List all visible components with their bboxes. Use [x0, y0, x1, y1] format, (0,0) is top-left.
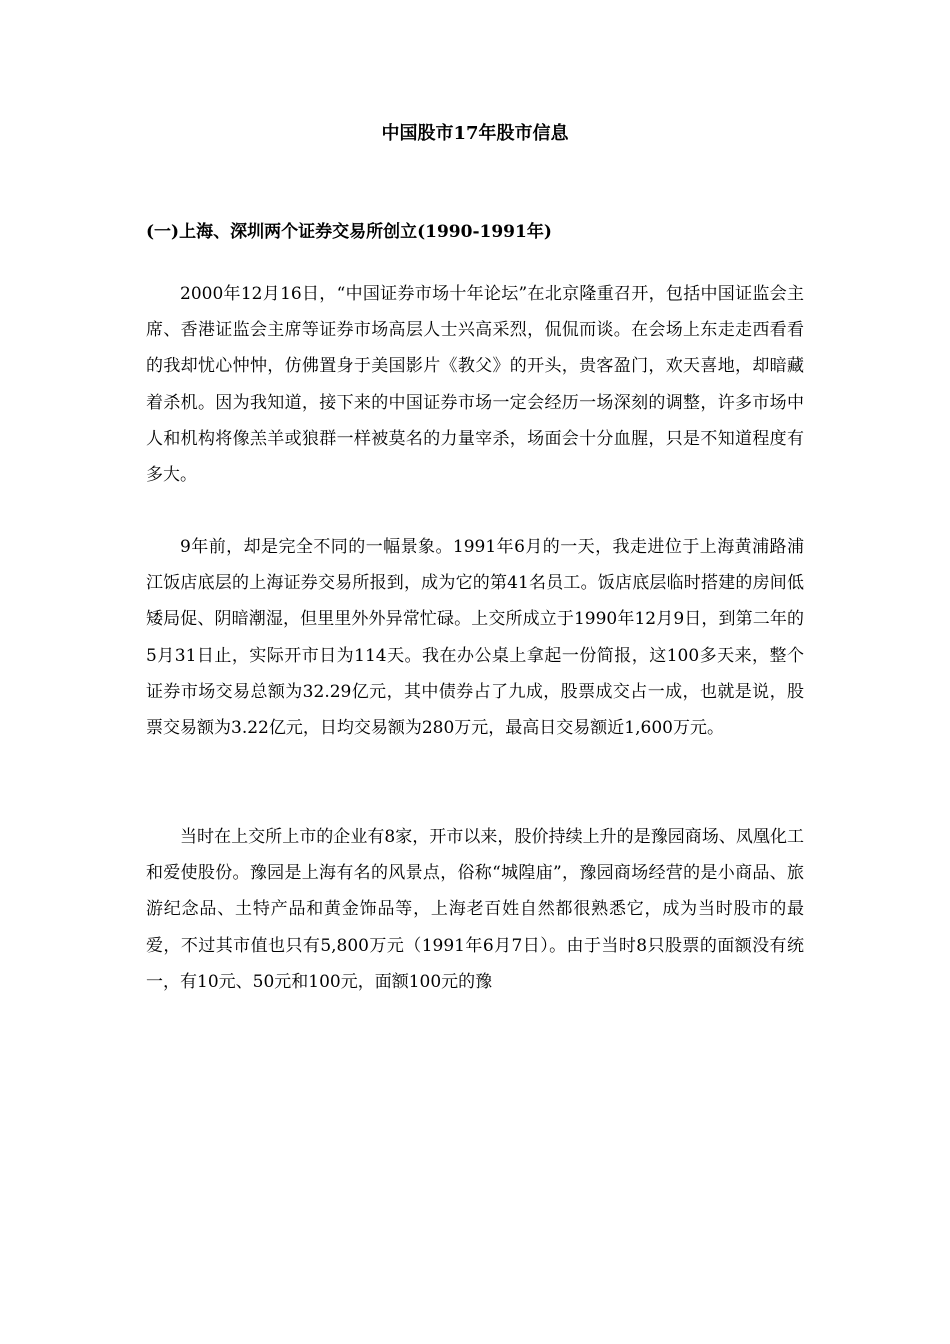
document-title: 中国股市17年股市信息 [381, 123, 569, 144]
paragraph-3: 当时在上交所上市的企业有8家，开市以来，股价持续上升的是豫园商场、凤凰化工和爱使股份。豫园是上海有名的风景点，俗称“城隍庙”，豫园商场经营的是小商品、旅游纪念品、土特产品和黄金饰品等，上海老百姓自然都很熟悉它，成为当时股市的最爱，不过其市值也只有5,800万元（1991年6月7日）。由于当时8只股票的面额没有统一，有10元、50元和100元，面额100元的豫 [146, 827, 804, 992]
paragraph-2: 9年前，却是完全不同的一幅景象。1991年6月的一天，我走进位于上海黄浦路浦江饭店底层的上海证券交易所报到，成为它的第41名员工。饭店底层临时搭建的房间低矮局促、阴暗潮湿，但里里外外异常忙碌。上交所成立于1990年12月9日，到第二年的5月31日止，实际开市日为114天。我在办公桌上拿起一份简报，这100多天来，整个证券市场交易总额为32.29亿元，其中债券占了九成，股票成交占一成，也就是说，股票交易额为3.22亿元，日均交易额为280万元，最高日交易额近1,600万元。 [146, 537, 804, 739]
section-heading: (一)上海、深圳两个证券交易所创立(1990-1991年) [146, 222, 552, 242]
paragraph-1: 2000年12月16日，“中国证券市场十年论坛”在北京隆重召开，包括中国证监会主席、香港证监会主席等证券市场高层人士兴高采烈，侃侃而谈。在会场上东走走西看看的我却忧心忡忡，仿佛置身于美国影片《教父》的开头，贵客盈门，欢天喜地，却暗藏着杀机。因为我知道，接下来的中国证券市场一定会经历一场深刻的调整，许多市场中人和机构将像羔羊或狼群一样被莫名的力量宰杀，场面会十分血腥，只是不知道程度有多大。 [146, 284, 804, 486]
